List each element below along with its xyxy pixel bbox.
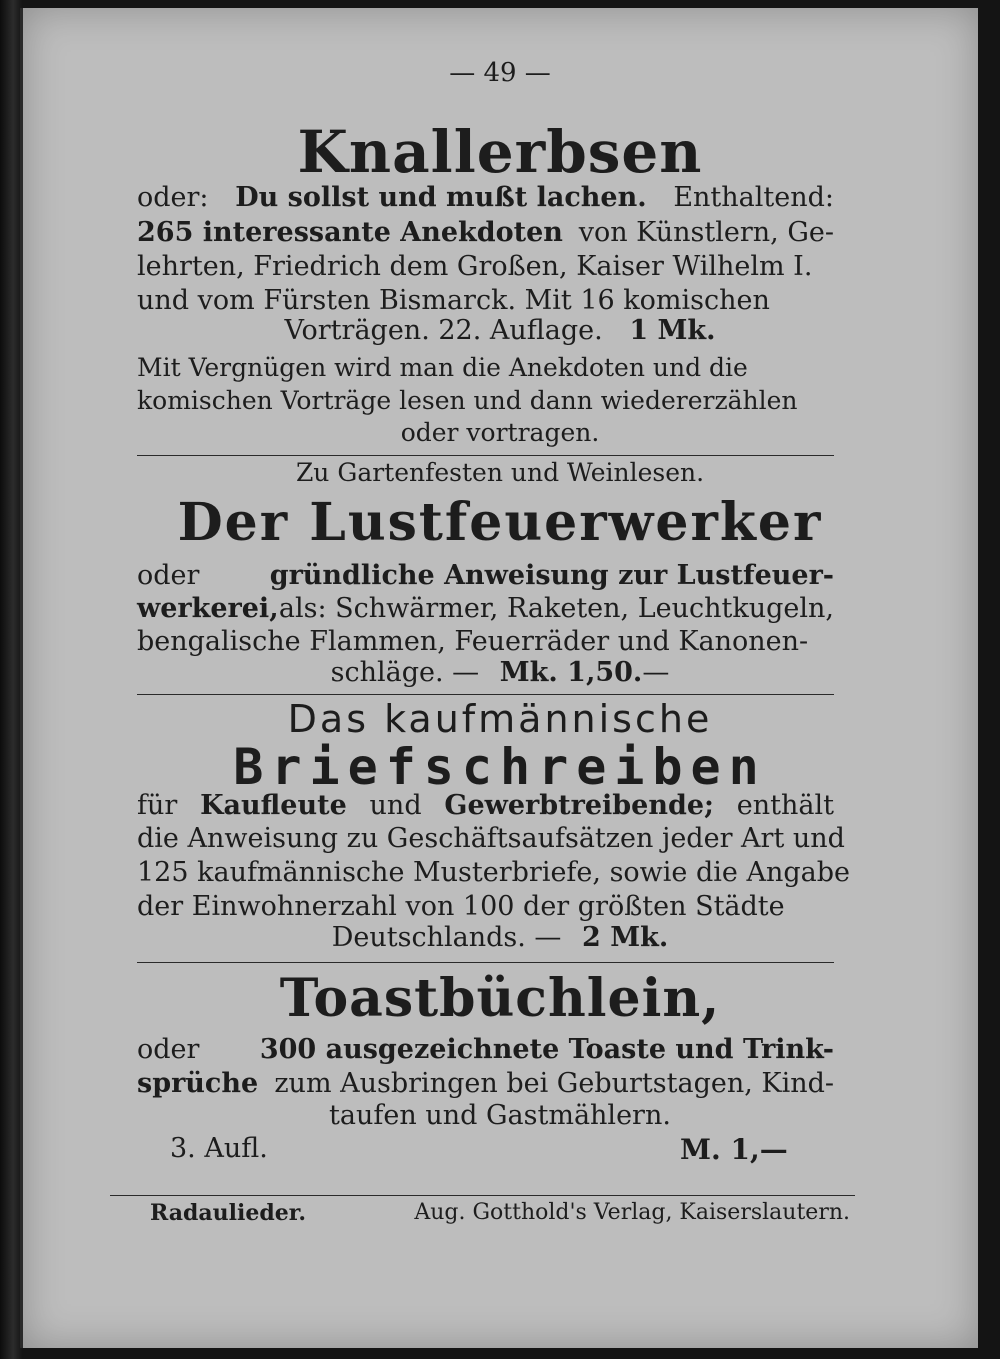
title-toastbuechlein: Toastbüchlein,: [279, 968, 721, 1029]
s1-line-1: oder: Du sollst und mußt lachen. Enthaltend:: [137, 182, 834, 213]
s1-line-7: komischen Vorträge lesen und dann wiedererzählen: [137, 386, 798, 415]
s2-line-1: oder gründliche Anweisung zur Lustfeuer-: [137, 560, 834, 591]
divider: [137, 694, 834, 695]
s3-line-3: 125 kaufmännische Musterbriefe, sowie die Angabe: [137, 857, 850, 888]
s1-line-2: 265 interessante Anekdoten von Künstlern, Ge-: [137, 217, 834, 248]
s3-line-2: die Anweisung zu Geschäftsaufsätzen jeder Art und: [137, 823, 845, 854]
title-das-kaufmaennische: Das kaufmännische: [287, 697, 713, 741]
s2-line-4: schläge. — Mk. 1,50.—: [330, 657, 670, 688]
s2-preline: Zu Gartenfesten und Weinlesen.: [295, 458, 705, 487]
s4-line-2: sprüche zum Ausbringen bei Geburtstagen, Kind-: [137, 1068, 834, 1099]
footer: Radaulieder. Aug. Gotthold's Verlag, Kaiserslautern.: [150, 1200, 850, 1226]
s2-line-3: bengalische Flammen, Feuerräder und Kanonen-: [137, 626, 809, 657]
s4-line-3: taufen und Gastmählern.: [329, 1100, 671, 1131]
s1-line-3: lehrten, Friedrich dem Großen, Kaiser Wilhelm I.: [137, 251, 813, 282]
s1-line-8: oder vortragen.: [400, 418, 600, 447]
s2-line-2: werkerei, als: Schwärmer, Raketen, Leuchtkugeln,: [137, 593, 834, 624]
s3-line-5: Deutschlands. — 2 Mk.: [331, 922, 669, 953]
divider: [137, 962, 834, 963]
page-number: — 49 —: [449, 58, 551, 88]
s1-line-6: Mit Vergnügen wird man die Anekdoten und die: [137, 353, 748, 382]
title-briefschreiben: Briefschreiben: [233, 738, 767, 796]
divider: [137, 455, 834, 456]
s3-line-1: für Kaufleute und Gewerbtreibende; enthält: [137, 790, 834, 821]
title-knallerbsen: Knallerbsen: [297, 118, 703, 186]
price-label: M. 1,—: [680, 1133, 788, 1166]
s1-line-4: und vom Fürsten Bismarck. Mit 16 komischen: [137, 285, 770, 316]
divider: [110, 1195, 855, 1196]
edition-label: 3. Aufl.: [170, 1133, 268, 1164]
title-lustfeuerwerker: Der Lustfeuerwerker: [177, 492, 823, 553]
s3-line-4: der Einwohnerzahl von 100 der größten Städte: [137, 891, 785, 922]
s1-line-5: Vorträgen. 22. Auflage. 1 Mk.: [284, 315, 716, 346]
s4-line-1: oder 300 ausgezeichnete Toaste und Trink-: [137, 1034, 834, 1065]
